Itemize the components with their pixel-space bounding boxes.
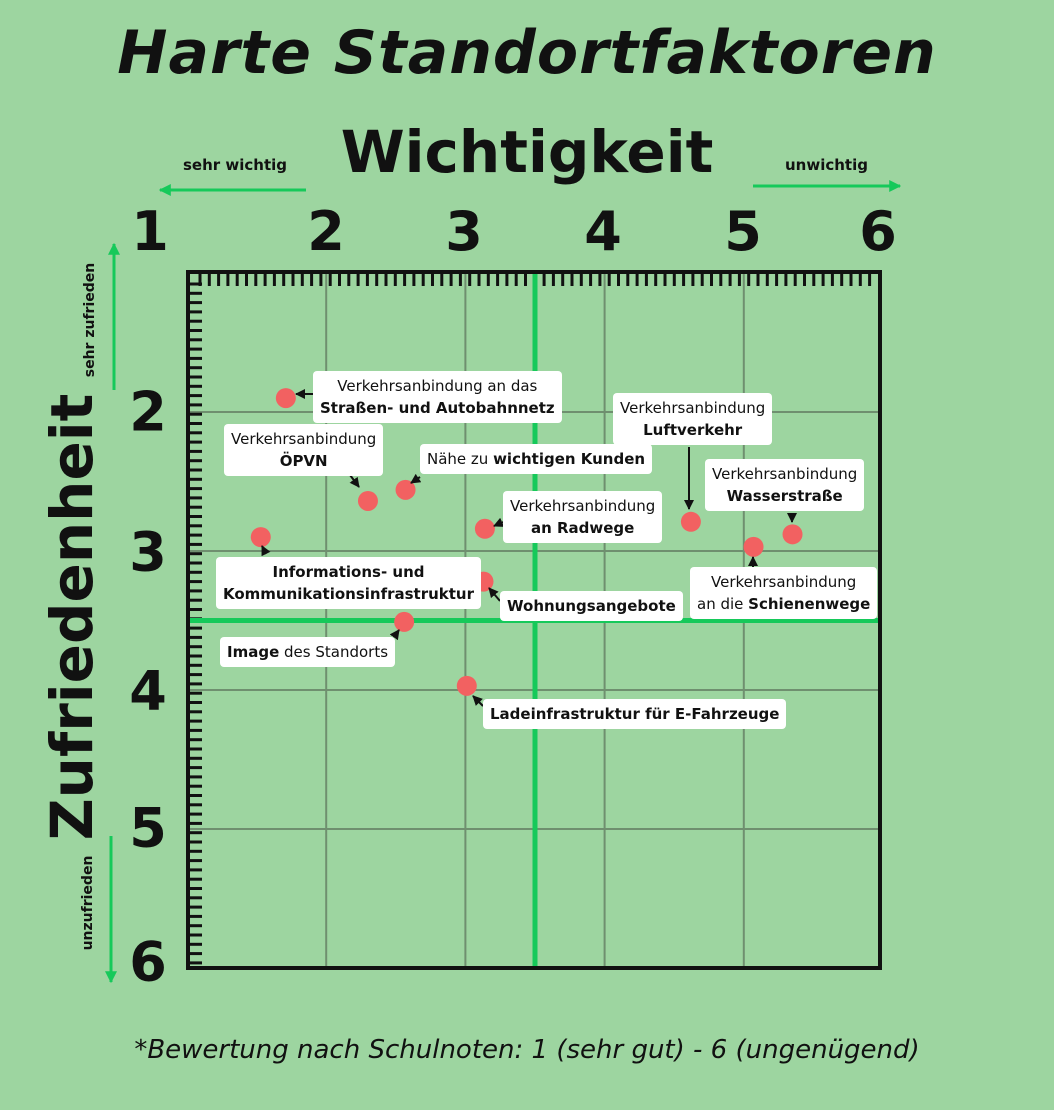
point-label-text: Image (227, 643, 280, 661)
point-label-text: Luftverkehr (643, 421, 743, 439)
data-point (251, 527, 271, 547)
x-tick-label: 1 (131, 200, 169, 263)
y-tick-label: 6 (129, 930, 167, 994)
point-label-text: Kommunikationsinfrastruktur (223, 585, 475, 603)
point-label-text: Schienenwege (748, 595, 871, 613)
y-hint-bottom: unzufrieden (80, 855, 96, 951)
point-label-text: Verkehrsanbindung (231, 430, 377, 448)
x-tick-label: 5 (724, 200, 762, 263)
x-tick-label: 3 (445, 200, 483, 263)
data-point (358, 491, 378, 511)
footnote: *Bewertung nach Schulnoten: 1 (sehr gut) - 6 (ungenügend) (134, 1035, 920, 1065)
y-tick-label: 5 (129, 796, 167, 860)
point-label-text: Nähe zu (427, 450, 494, 468)
point-label-text: Verkehrsanbindung (510, 497, 656, 515)
leader-arrow (473, 696, 483, 706)
page-title: Harte Standortfaktoren (117, 18, 937, 88)
point-label (420, 444, 652, 474)
data-point (783, 524, 803, 544)
point-label (690, 567, 877, 619)
y-axis-title: Zufriedenheit (38, 393, 106, 841)
data-point (276, 388, 296, 408)
point-label-text: Verkehrsanbindung an das (337, 377, 538, 395)
point-label (503, 491, 662, 543)
data-point (457, 676, 477, 696)
point-label-text: an Radwege (530, 519, 635, 537)
data-point (681, 512, 701, 532)
y-tick-label: 2 (129, 380, 167, 444)
point-label (500, 591, 683, 621)
point-label (220, 637, 395, 667)
point-label-text: Ladeinfrastruktur für E-Fahrzeuge (490, 705, 780, 723)
point-label (313, 371, 562, 423)
point-label (613, 393, 772, 445)
point-label (705, 459, 864, 511)
point-label-text: an die (697, 595, 749, 613)
y-tick-label: 3 (129, 520, 167, 584)
leader-arrow (411, 477, 420, 483)
data-point (475, 519, 495, 539)
x-tick-label: 4 (584, 200, 622, 263)
point-label-text: Verkehrsanbindung (711, 573, 857, 591)
point-label-text: Wohnungsangebote (507, 597, 676, 615)
point-label-text: Verkehrsanbindung (620, 399, 766, 417)
y-tick-label: 4 (129, 659, 167, 723)
x-hint-right: unwichtig (785, 156, 868, 174)
leader-arrow (394, 630, 399, 637)
point-label-text: Straßen- und Autobahnnetz (320, 399, 555, 417)
x-tick-label: 2 (307, 200, 345, 263)
point-label (224, 424, 383, 476)
x-tick-label: 6 (859, 200, 897, 263)
point-label-text: Informations- und (272, 563, 425, 581)
y-hint-top: sehr zufrieden (82, 262, 98, 378)
leader-arrow (489, 588, 500, 601)
x-axis-title: Wichtigkeit (340, 118, 714, 186)
point-label (216, 557, 481, 609)
point-label-text: Verkehrsanbindung (712, 465, 858, 483)
point-label-text: wichtigen Kunden (493, 450, 646, 468)
x-hint-left: sehr wichtig (183, 156, 288, 174)
data-point (394, 612, 414, 632)
data-point (744, 537, 764, 557)
point-label (483, 699, 786, 729)
point-label-text: des Standorts (279, 643, 389, 661)
leader-arrow (494, 522, 503, 526)
point-label-text: Wasserstraße (726, 487, 843, 505)
point-label-text: ÖPVN (279, 452, 328, 470)
